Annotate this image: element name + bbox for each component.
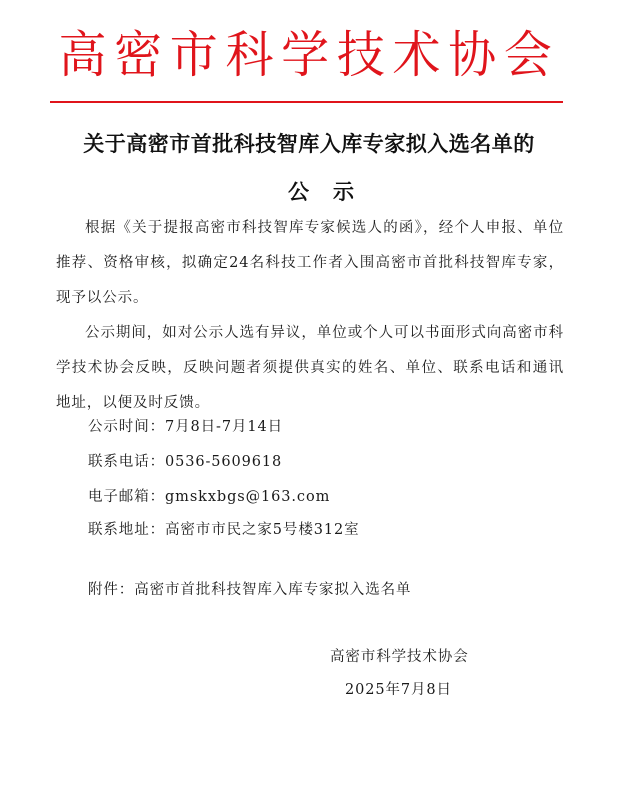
signature-date: 2025年7月8日 [345, 682, 452, 698]
contact-address: 联系地址：高密市市民之家5号楼312室 [88, 522, 360, 538]
letterhead-org-name: 高密市科学技术协会 [58, 26, 560, 84]
attachment-line: 附件：高密市首批科技智库入库专家拟入选名单 [88, 582, 412, 598]
document-title-suffix: 公示 [288, 179, 378, 204]
body-paragraph-2: 公示期间，如对公示人选有异议，单位或个人可以书面形式向高密市科学技术协会反映，反映问题者须提供真实的姓名、单位、联系电话和通讯地址，以便及时反馈。 [56, 325, 564, 411]
signature-org: 高密市科学技术协会 [330, 649, 469, 665]
document-title: 关于高密市首批科技智库入库专家拟入选名单的 [83, 131, 535, 156]
contact-email: 电子邮箱：gmskxbgs@163.com [88, 489, 331, 505]
contact-phone: 联系电话：0536-5609618 [88, 454, 283, 470]
publicity-period: 公示时间：7月8日-7月14日 [88, 419, 284, 435]
body-paragraph-1: 根据《关于提报高密市科技智库专家候选人的函》，经个人申报、单位推荐、资格审核，拟确定24名科技工作者入围高密市首批科技智库专家，现予以公示。 [56, 220, 564, 306]
letterhead-divider [50, 101, 563, 103]
